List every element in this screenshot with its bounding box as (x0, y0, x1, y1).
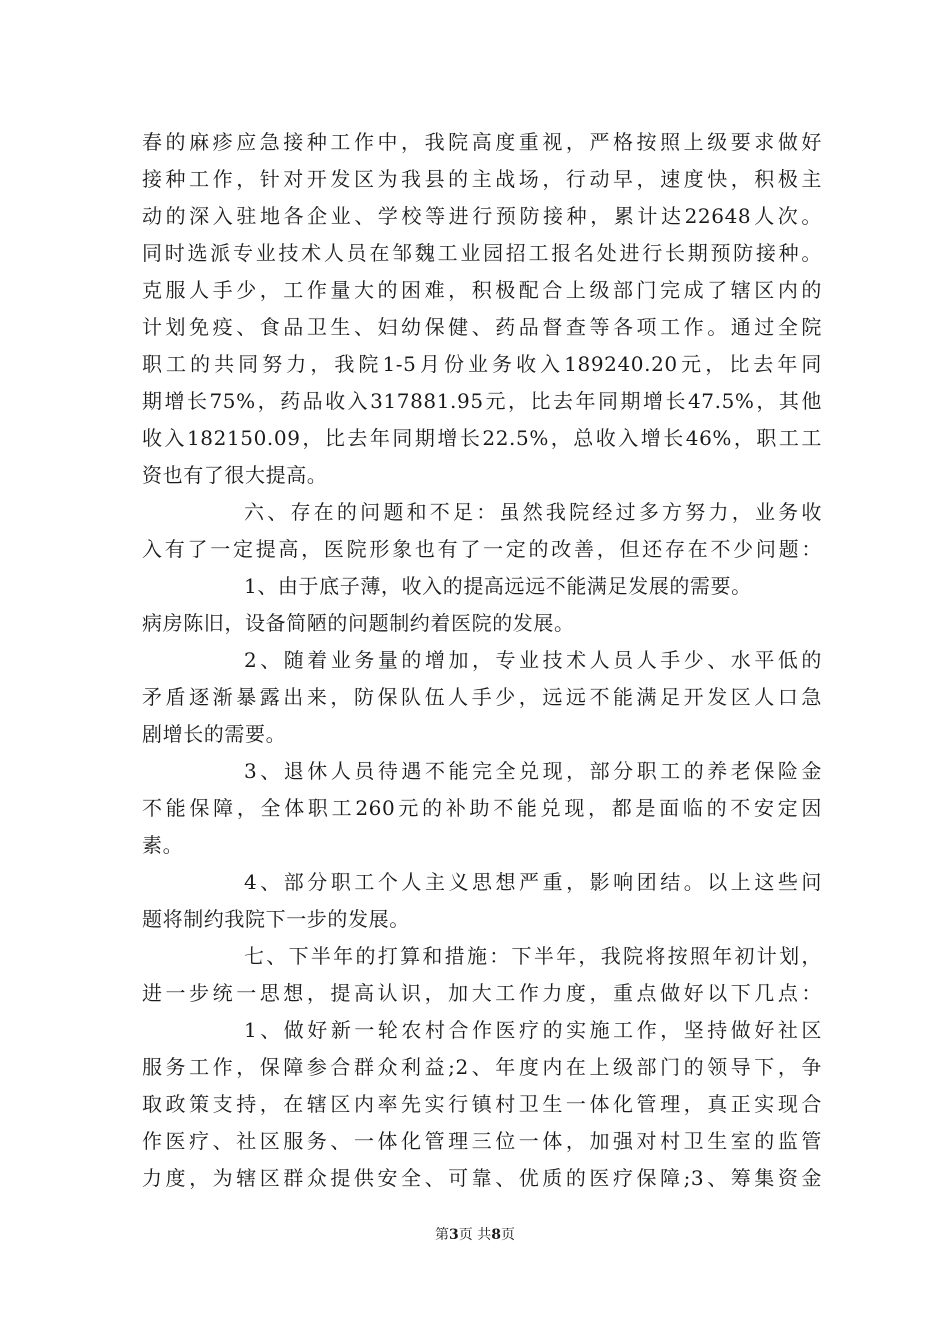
text-line: 计划免疫、食品卫生、妇幼保健、药品督查等各项工作。通过全院 (142, 315, 822, 339)
section-heading-seven: 七、下半年的打算和措施：下半年，我院将按照年初计划， (244, 944, 822, 968)
text-line: 入有了一定提高，医院形象也有了一定的改善，但还存在不少问题： (142, 537, 822, 561)
current-page-number: 3 (449, 1227, 459, 1243)
text-line: 资也有了很大提高。 (142, 463, 328, 487)
page-number-footer (0, 1225, 950, 1245)
text-line: 取政策支持，在辖区内率先实行镇村卫生一体化管理，真正实现合 (142, 1092, 822, 1116)
page-suffix: 页 (500, 1227, 515, 1243)
text-line: 素。 (142, 833, 184, 857)
list-item-3: 3、退休人员待遇不能完全兑现，部分职工的养老保险金 (244, 759, 822, 783)
text-line: 服务工作，保障参合群众利益;2、年度内在上级部门的领导下，争 (142, 1055, 822, 1079)
text-line: 春的麻疹应急接种工作中，我院高度重视，严格按照上级要求做好 (142, 130, 822, 154)
text-line: 职工的共同努力，我院1-5月份业务收入189240.20元，比去年同 (142, 352, 822, 376)
text-line: 矛盾逐渐暴露出来，防保队伍人手少，远远不能满足开发区人口急 (142, 685, 822, 709)
text-line: 同时选派专业技术人员在邹魏工业园招工报名处进行长期预防接种。 (142, 241, 822, 265)
page-prefix: 第 (435, 1227, 450, 1243)
list-item-2: 2、随着业务量的增加，专业技术人员人手少、水平低的 (244, 648, 822, 672)
page-middle: 页 共 (458, 1227, 492, 1243)
document-body (142, 124, 822, 1197)
section-heading-six: 六、存在的问题和不足：虽然我院经过多方努力，业务收 (244, 500, 822, 524)
text-line: 作医疗、社区服务、一体化管理三位一体，加强对村卫生室的监管 (142, 1129, 822, 1153)
text-line: 接种工作，针对开发区为我县的主战场，行动早，速度快，积极主 (142, 167, 822, 191)
plan-item-1: 1、做好新一轮农村合作医疗的实施工作，坚持做好社区 (244, 1018, 822, 1042)
list-item-1: 1、由于底子薄，收入的提高远远不能满足发展的需要。 (244, 574, 752, 598)
text-line: 题将制约我院下一步的发展。 (142, 907, 410, 931)
text-line: 克服人手少，工作量大的困难，积极配合上级部门完成了辖区内的 (142, 278, 822, 302)
text-line: 期增长75%，药品收入317881.95元，比去年同期增长47.5%，其他 (142, 389, 822, 413)
list-item-4: 4、部分职工个人主义思想严重，影响团结。以上这些问 (244, 870, 822, 894)
text-line: 病房陈旧，设备简陋的问题制约着医院的发展。 (142, 611, 575, 635)
text-line: 力度，为辖区群众提供安全、可靠、优质的医疗保障;3、筹集资金 (142, 1166, 822, 1190)
text-line: 收入182150.09，比去年同期增长22.5%，总收入增长46%，职工工 (142, 426, 822, 450)
text-line: 进一步统一思想，提高认识，加大工作力度，重点做好以下几点： (142, 981, 822, 1005)
text-line: 动的深入驻地各企业、学校等进行预防接种，累计达22648人次。 (142, 204, 822, 228)
text-line: 剧增长的需要。 (142, 722, 287, 746)
total-page-number: 8 (491, 1227, 501, 1243)
text-line: 不能保障，全体职工260元的补助不能兑现，都是面临的不安定因 (142, 796, 822, 820)
